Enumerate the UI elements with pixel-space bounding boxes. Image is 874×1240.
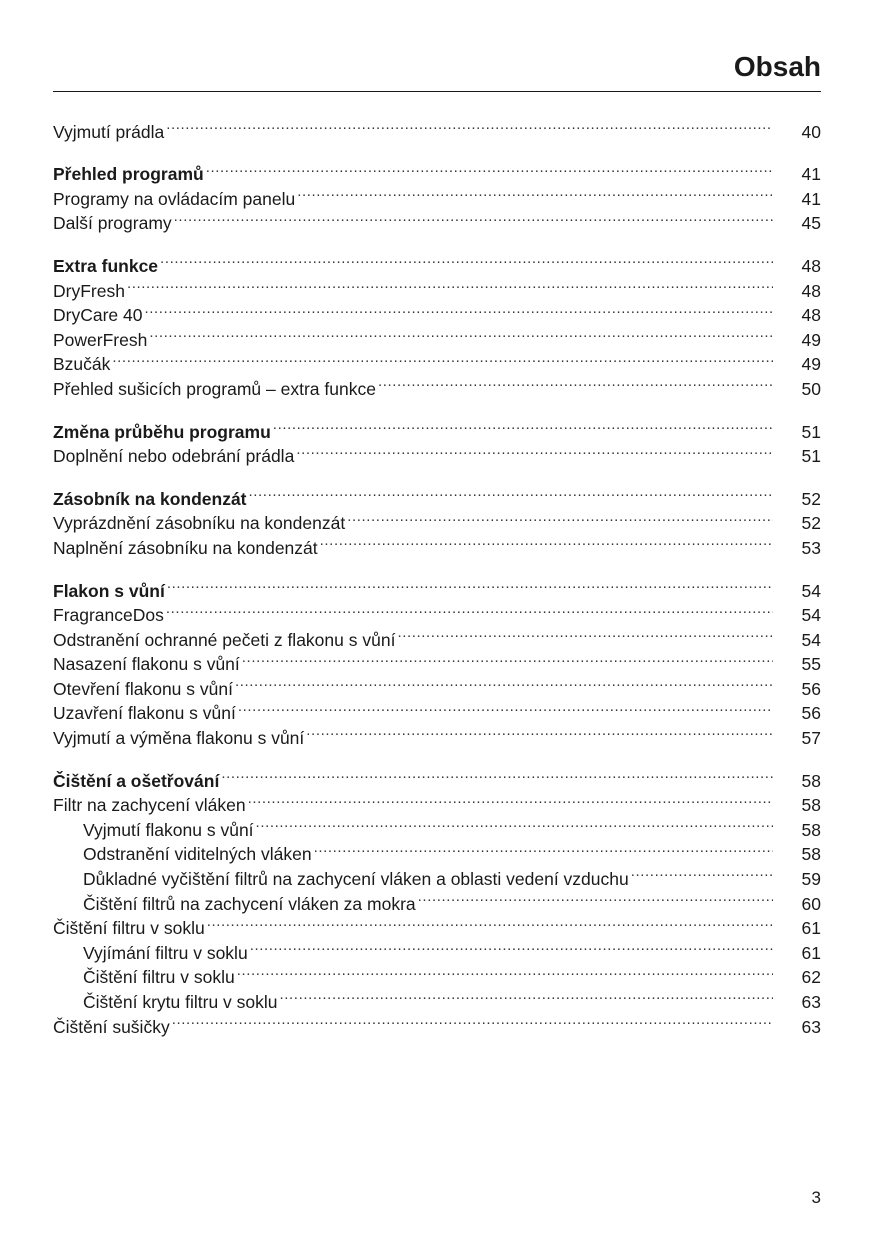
toc-entry-page: 40 — [801, 121, 821, 142]
dot-leader — [206, 156, 773, 181]
toc-entry-page: 62 — [801, 967, 821, 988]
toc-entry-label: Vyprázdnění zásobníku na kondenzát — [53, 513, 346, 534]
toc-entry-page: 56 — [801, 703, 821, 724]
page-title: Obsah — [733, 51, 821, 82]
dot-leader — [378, 370, 773, 395]
dot-leader — [296, 438, 773, 463]
toc-entry-page: 52 — [801, 488, 821, 509]
dot-leader — [112, 346, 773, 371]
toc-entry-page: 63 — [801, 992, 821, 1012]
toc-entry[interactable] — [53, 272, 821, 301]
title-divider — [53, 91, 821, 92]
toc-entry-page: 54 — [801, 580, 821, 601]
toc-entry-label: Vyjmutí prádla — [53, 121, 165, 142]
dot-leader — [249, 480, 774, 505]
toc-entry-label: Programy na ovládacím panelu — [53, 188, 296, 209]
toc-entry-label: Filtr na zachycení vláken — [53, 795, 246, 816]
toc-entry-label: Flakon s vůní — [53, 580, 165, 601]
dot-leader — [256, 811, 773, 836]
toc-entry-page: 49 — [801, 329, 821, 350]
toc-entry-label: FragranceDos — [53, 605, 164, 626]
toc-entry-label: Vyjmutí flakonu s vůní — [83, 819, 254, 840]
toc-entry-label: Další programy — [53, 213, 172, 234]
dot-leader — [166, 113, 773, 138]
toc-entry-page: 61 — [801, 918, 821, 939]
toc-entry-label: Vyjímání filtru v soklu — [83, 942, 248, 963]
toc-entry-label: Čištění filtru v soklu — [83, 967, 235, 988]
toc-entry-label: Nasazení flakonu s vůní — [53, 654, 240, 675]
toc-entry-label: DryFresh — [53, 280, 125, 301]
toc-section — [53, 762, 821, 1037]
toc-entry-page: 51 — [801, 421, 821, 442]
dot-leader — [167, 572, 773, 597]
toc-entry-label: Přehled sušicích programů – extra funkce — [53, 378, 376, 399]
toc-entry-page: 41 — [801, 164, 821, 185]
toc-entry-label: Uzavření flakonu s vůní — [53, 703, 236, 724]
toc-section-heading[interactable] — [53, 413, 821, 442]
toc-entry-page: 58 — [801, 770, 821, 791]
toc-entry-label: Čištění filtrů na zachycení vláken za mokra — [83, 893, 416, 914]
toc-entry-page: 55 — [801, 654, 821, 675]
toc-entry-label: Čištění krytu filtru v soklu — [83, 992, 278, 1012]
toc-entry-page: 57 — [801, 728, 821, 749]
toc-entry-label: Doplnění nebo odebrání prádla — [53, 446, 295, 467]
dot-leader — [242, 646, 773, 671]
toc-entry-label: Přehled programů — [53, 164, 204, 185]
toc-entry-page: 51 — [801, 446, 821, 467]
toc-entry[interactable] — [53, 297, 821, 326]
dot-leader — [207, 910, 773, 935]
toc-section — [53, 480, 821, 558]
dot-leader — [221, 762, 773, 787]
toc-entry-page: 56 — [801, 678, 821, 699]
dot-leader — [418, 885, 773, 910]
toc-entry-page: 53 — [801, 537, 821, 558]
dot-leader — [248, 787, 773, 812]
toc-entry-label: Bzučák — [53, 354, 111, 375]
toc-section-heading[interactable] — [53, 762, 821, 791]
dot-leader — [238, 695, 773, 720]
toc-entry-label: Odstranění viditelných vláken — [83, 844, 312, 865]
dot-leader — [280, 983, 774, 1008]
toc-entry-page: 58 — [801, 795, 821, 816]
toc-entry[interactable] — [53, 597, 821, 626]
toc-entry-page: 50 — [801, 378, 821, 399]
toc-entry-label: Čištění sušičky — [53, 1016, 170, 1037]
toc-entry[interactable] — [53, 321, 821, 350]
toc-entry-page: 48 — [801, 305, 821, 326]
toc-entry-page: 48 — [801, 280, 821, 301]
toc-section — [53, 413, 821, 467]
toc-entry-page: 52 — [801, 513, 821, 534]
dot-leader — [314, 836, 773, 861]
dot-leader — [631, 860, 773, 885]
toc-section — [53, 156, 821, 234]
page-number: 3 — [811, 1188, 821, 1207]
toc-entry-label: Zásobník na kondenzát — [53, 488, 247, 509]
toc-entry[interactable] — [53, 113, 821, 142]
toc-entry-page: 48 — [801, 255, 821, 276]
toc-entry[interactable] — [53, 370, 821, 399]
dot-leader — [237, 959, 773, 984]
toc-section — [53, 572, 821, 749]
toc-entry-page: 58 — [801, 844, 821, 865]
dot-leader — [273, 413, 773, 438]
dot-leader — [149, 321, 773, 346]
toc-entry[interactable] — [53, 346, 821, 375]
toc-entry-label: PowerFresh — [53, 329, 148, 350]
toc-section-heading[interactable] — [53, 156, 821, 185]
toc-entry[interactable] — [53, 621, 821, 650]
toc-entry-label: Čištění filtru v soklu — [53, 918, 205, 939]
toc-entry-label: DryCare 40 — [53, 305, 143, 326]
dot-leader — [347, 505, 773, 530]
dot-leader — [306, 719, 773, 744]
toc-section-heading[interactable] — [53, 480, 821, 509]
toc-entry-page: 60 — [801, 893, 821, 914]
toc-entry-page: 59 — [801, 869, 821, 890]
toc-entry-page: 41 — [801, 188, 821, 209]
toc-entry-page: 61 — [801, 942, 821, 963]
toc-entry-label: Otevření flakonu s vůní — [53, 678, 233, 699]
toc-section-heading[interactable] — [53, 572, 821, 601]
toc-entry-label: Změna průběhu programu — [53, 421, 271, 442]
toc-entry-label: Naplnění zásobníku na kondenzát — [53, 537, 318, 558]
dot-leader — [235, 670, 773, 695]
toc-entry-page: 63 — [801, 1016, 821, 1037]
dot-leader — [250, 934, 773, 959]
toc-entry-page: 54 — [801, 605, 821, 626]
toc-entry-label: Čištění a ošetřování — [53, 770, 220, 791]
dot-leader — [397, 621, 773, 646]
toc-section — [53, 113, 821, 142]
dot-leader — [320, 529, 773, 554]
toc-entry-page: 45 — [801, 213, 821, 234]
toc-entry-page: 54 — [801, 629, 821, 650]
toc-entry-label: Důkladné vyčištění filtrů na zachycení vláken a oblasti vedení vzduchu — [83, 869, 629, 890]
table-of-contents — [53, 113, 821, 1037]
dot-leader — [144, 297, 773, 322]
toc-section-heading[interactable] — [53, 247, 821, 276]
toc-entry-page: 58 — [801, 819, 821, 840]
toc-entry-label: Vyjmutí a výměna flakonu s vůní — [53, 728, 305, 749]
toc-section — [53, 247, 821, 399]
dot-leader — [297, 180, 773, 205]
dot-leader — [174, 205, 773, 230]
dot-leader — [160, 247, 773, 272]
dot-leader — [166, 597, 773, 622]
toc-entry-label: Extra funkce — [53, 255, 159, 276]
dot-leader — [127, 272, 773, 297]
dot-leader — [172, 1008, 773, 1033]
toc-entry-page: 49 — [801, 354, 821, 375]
toc-entry-label: Odstranění ochranné pečeti z flakonu s vůní — [53, 629, 396, 650]
